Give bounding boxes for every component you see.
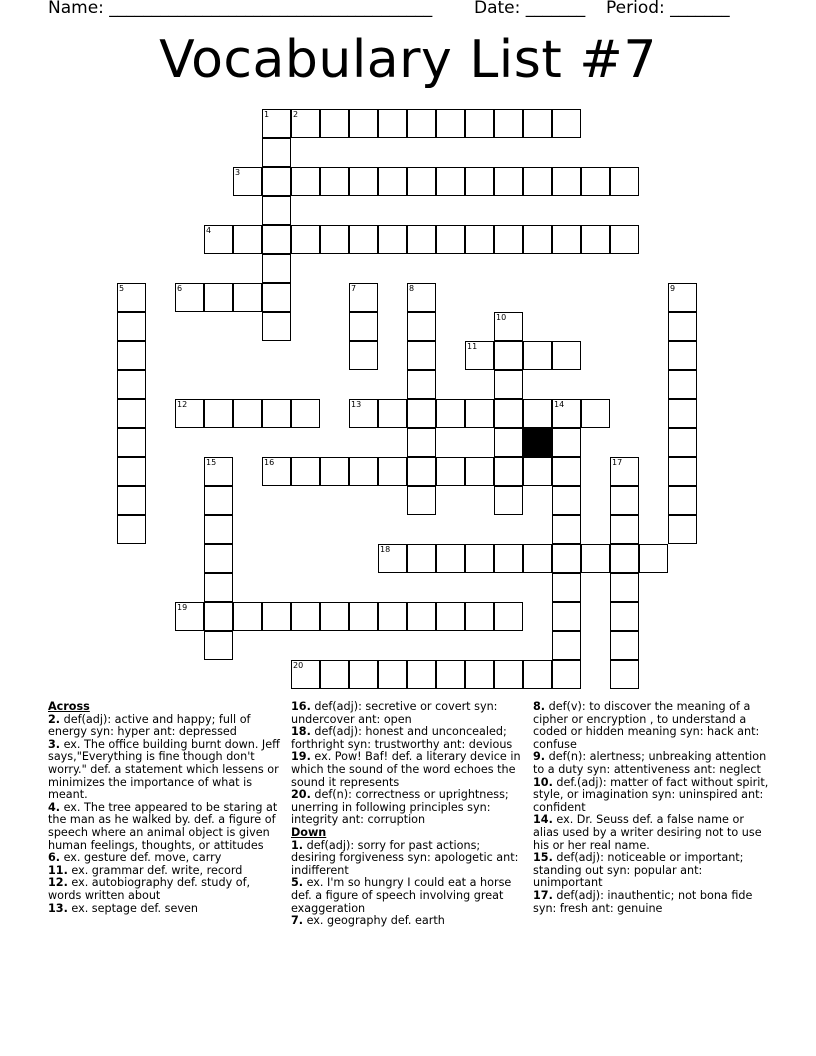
grid-cell[interactable] (204, 486, 233, 515)
grid-cell[interactable] (262, 196, 291, 225)
grid-cell[interactable] (668, 428, 697, 457)
grid-cell[interactable] (668, 312, 697, 341)
grid-cell[interactable] (204, 544, 233, 573)
grid-cell[interactable] (378, 399, 407, 428)
grid-cell[interactable] (233, 167, 262, 196)
grid-cell[interactable] (233, 602, 262, 631)
grid-cell[interactable] (320, 167, 349, 196)
grid-cell[interactable] (349, 109, 378, 138)
grid-cell[interactable] (523, 341, 552, 370)
grid-cell[interactable] (523, 399, 552, 428)
clue-number: 18 (380, 545, 391, 554)
grid-cell[interactable] (204, 399, 233, 428)
grid-cell[interactable] (494, 370, 523, 399)
clue-number: 11 (467, 342, 478, 351)
grid-cell[interactable] (552, 399, 581, 428)
grid-cell[interactable] (610, 457, 639, 486)
grid-cell[interactable] (175, 399, 204, 428)
grid-cell[interactable] (523, 167, 552, 196)
grid-cell[interactable] (291, 602, 320, 631)
grid-cell[interactable] (610, 544, 639, 573)
grid-cell[interactable] (407, 283, 436, 312)
grid-cell[interactable] (204, 602, 233, 631)
clue-number: 7 (351, 284, 357, 293)
name-field-label: Name: ______________________________________ (48, 0, 433, 18)
grid-cell[interactable] (581, 225, 610, 254)
grid-cell[interactable] (291, 457, 320, 486)
grid-cell[interactable] (523, 225, 552, 254)
grid-cell[interactable] (407, 370, 436, 399)
grid-cell[interactable] (378, 544, 407, 573)
down-clue: 7. ex. geography def. earth (291, 914, 445, 928)
grid-cell[interactable] (175, 283, 204, 312)
grid-cell[interactable] (523, 457, 552, 486)
grid-cell[interactable] (552, 544, 581, 573)
grid-cell[interactable] (668, 370, 697, 399)
grid-cell[interactable] (465, 544, 494, 573)
grid-cell[interactable] (494, 457, 523, 486)
grid-cell[interactable] (407, 602, 436, 631)
across-clue: 16. def(adj): secretive or covert syn: undercover ant: open (291, 700, 498, 726)
down-clue: 10. def.(adj): matter of fact without spirit, style, or imagination syn: uninspired ant: confident (533, 775, 769, 814)
grid-cell[interactable] (494, 312, 523, 341)
clue-number: 8 (409, 284, 415, 293)
grid-cell[interactable] (262, 283, 291, 312)
grid-cell[interactable] (581, 167, 610, 196)
grid-cell[interactable] (668, 515, 697, 544)
down-clue: 9. def(n): alertness; unbreaking attention to a duty syn: attentiveness ant: neglect (533, 750, 767, 776)
grid-cell[interactable] (523, 660, 552, 689)
grid-cell[interactable] (407, 167, 436, 196)
grid-cell[interactable] (262, 109, 291, 138)
grid-cell[interactable] (378, 167, 407, 196)
grid-cell[interactable] (117, 457, 146, 486)
grid-cell[interactable] (407, 486, 436, 515)
grid-cell[interactable] (262, 225, 291, 254)
grid-cell[interactable] (320, 109, 349, 138)
grid-cell[interactable] (610, 631, 639, 660)
clue-number: 12 (177, 400, 188, 409)
grid-cell[interactable] (552, 631, 581, 660)
grid-cell[interactable] (378, 225, 407, 254)
clue-number: 20 (293, 661, 304, 670)
grid-cell[interactable] (204, 283, 233, 312)
grid-cell[interactable] (494, 602, 523, 631)
down-heading: Down (291, 825, 327, 839)
grid-cell[interactable] (117, 370, 146, 399)
grid-cell[interactable] (407, 428, 436, 457)
grid-cell[interactable] (407, 225, 436, 254)
grid-cell[interactable] (204, 631, 233, 660)
grid-cell[interactable] (436, 167, 465, 196)
grid-cell[interactable] (436, 225, 465, 254)
grid-cell[interactable] (262, 254, 291, 283)
clues-column-2 (291, 701, 526, 928)
period-field-label: Period: _______ (606, 0, 730, 18)
grid-cell[interactable] (552, 602, 581, 631)
grid-cell[interactable] (349, 399, 378, 428)
grid-cell[interactable] (262, 138, 291, 167)
clue-number: 4 (206, 226, 212, 235)
grid-cell[interactable] (552, 457, 581, 486)
across-clue: 20. def(n): correctness or uprightness; unerring in following principles syn: integrity ant: corruption (291, 788, 509, 827)
grid-cell[interactable] (610, 660, 639, 689)
grid-cell[interactable] (233, 399, 262, 428)
grid-cell[interactable] (668, 486, 697, 515)
grid-cell[interactable] (436, 399, 465, 428)
grid-cell[interactable] (204, 225, 233, 254)
grid-cell[interactable] (668, 457, 697, 486)
grid-cell[interactable] (320, 660, 349, 689)
grid-cell[interactable] (610, 573, 639, 602)
grid-cell[interactable] (117, 312, 146, 341)
across-clue: 2. def(adj): active and happy; full of energy syn: hyper ant: depressed (48, 712, 251, 739)
clue-number: 16 (264, 458, 275, 467)
grid-cell[interactable] (378, 109, 407, 138)
grid-cell[interactable] (552, 167, 581, 196)
grid-cell[interactable] (349, 457, 378, 486)
grid-cell[interactable] (407, 457, 436, 486)
grid-cell[interactable] (668, 283, 697, 312)
grid-cell[interactable] (407, 544, 436, 573)
grid-cell[interactable] (204, 573, 233, 602)
grid-cell[interactable] (349, 225, 378, 254)
grid-cell[interactable] (610, 602, 639, 631)
grid-cell[interactable] (668, 341, 697, 370)
grid-cell[interactable] (378, 660, 407, 689)
grid-cell[interactable] (436, 544, 465, 573)
clue-number: 19 (177, 603, 188, 612)
grid-cell[interactable] (465, 457, 494, 486)
grid-cell[interactable] (610, 167, 639, 196)
grid-cell[interactable] (465, 167, 494, 196)
grid-cell[interactable] (117, 341, 146, 370)
across-clue: 4. ex. The tree appeared to be staring at the man as he walked by. def. a figure of speech where an animal object is given human feelings, thoughts, or attitudes (48, 800, 278, 852)
grid-cell[interactable] (436, 602, 465, 631)
clue-number: 9 (670, 284, 676, 293)
grid-cell[interactable] (465, 602, 494, 631)
grid-cell[interactable] (291, 660, 320, 689)
grid-cell[interactable] (291, 109, 320, 138)
grid-cell[interactable] (552, 109, 581, 138)
grid-cell[interactable] (494, 544, 523, 573)
grid-cell[interactable] (233, 225, 262, 254)
grid-cell[interactable] (407, 312, 436, 341)
grid-cell[interactable] (494, 167, 523, 196)
grid-cell[interactable] (552, 341, 581, 370)
grid-cell[interactable] (494, 660, 523, 689)
grid-cell[interactable] (117, 428, 146, 457)
grid-cell[interactable] (436, 457, 465, 486)
across-clue: 19. ex. Pow! Baf! def. a literary device in which the sound of the word echoes the sound it represents (291, 750, 521, 789)
across-clue: 11. ex. grammar def. write, record (48, 863, 243, 877)
clue-number: 1 (264, 110, 270, 119)
page-title: Vocabulary List #7 (159, 30, 657, 90)
grid-cell[interactable] (552, 660, 581, 689)
grid-cell[interactable] (204, 457, 233, 486)
grid-cell[interactable] (378, 602, 407, 631)
down-clue: 14. ex. Dr. Seuss def. a false name or alias used by a writer desiring not to use his or her real name. (533, 813, 762, 852)
grid-cell[interactable] (320, 457, 349, 486)
down-clue: 17. def(adj): inauthentic; not bona fide syn: fresh ant: genuine (533, 888, 753, 915)
grid-cell[interactable] (117, 283, 146, 312)
grid-cell[interactable] (465, 109, 494, 138)
grid-cell[interactable] (349, 660, 378, 689)
grid-cell[interactable] (436, 109, 465, 138)
grid-cell[interactable] (320, 602, 349, 631)
grid-cell[interactable] (320, 225, 349, 254)
grid-cell[interactable] (610, 486, 639, 515)
grid-cell[interactable] (581, 544, 610, 573)
grid-cell[interactable] (117, 486, 146, 515)
grid-cell[interactable] (349, 167, 378, 196)
grid-cell[interactable] (378, 457, 407, 486)
across-clue: 12. ex. autobiography def. study of, words written about (48, 876, 251, 902)
grid-cell[interactable] (175, 602, 204, 631)
clue-number: 15 (206, 458, 217, 467)
clue-number: 17 (612, 458, 623, 467)
grid-cell[interactable] (262, 457, 291, 486)
grid-cell[interactable] (407, 109, 436, 138)
grid-cell[interactable] (465, 225, 494, 254)
grid-cell[interactable] (494, 225, 523, 254)
grid-cell[interactable] (117, 399, 146, 428)
grid-cell[interactable] (494, 109, 523, 138)
grid-cell[interactable] (465, 399, 494, 428)
grid-cell[interactable] (552, 515, 581, 544)
across-clue: 6. ex. gesture def. move, carry (48, 851, 222, 865)
grid-cell[interactable] (262, 167, 291, 196)
grid-cell[interactable] (204, 515, 233, 544)
grid-cell[interactable] (349, 341, 378, 370)
clue-number: 13 (351, 400, 362, 409)
clues-column-3 (533, 701, 769, 915)
grid-cell[interactable] (494, 341, 523, 370)
grid-cell[interactable] (291, 399, 320, 428)
grid-cell[interactable] (581, 399, 610, 428)
clue-number: 5 (119, 284, 125, 293)
across-heading: Across (48, 700, 90, 713)
grid-cell[interactable] (465, 341, 494, 370)
across-clue: 3. ex. The office building burnt down. Jeff says,"Everything is fine though don't worry." def. a statement which lessens or minimizes the importance of what is meant. (48, 737, 280, 802)
clue-number: 2 (293, 110, 299, 119)
black-cell (523, 428, 552, 457)
grid-cell[interactable] (494, 399, 523, 428)
grid-cell[interactable] (262, 602, 291, 631)
grid-cell[interactable] (291, 167, 320, 196)
clue-number: 10 (496, 313, 507, 322)
down-clue: 8. def(v): to discover the meaning of a cipher or encryption , to understand a coded or hidden meaning syn: hack ant: confuse (533, 700, 760, 751)
grid-cell[interactable] (436, 660, 465, 689)
down-clue: 1. def(adj): sorry for past actions; desiring forgiveness syn: apologetic ant: indifferent (291, 838, 519, 877)
grid-cell[interactable] (552, 573, 581, 602)
grid-cell[interactable] (349, 283, 378, 312)
grid-cell[interactable] (610, 225, 639, 254)
grid-cell[interactable] (610, 515, 639, 544)
grid-cell[interactable] (523, 544, 552, 573)
grid-cell[interactable] (407, 341, 436, 370)
clues-column-1 (48, 701, 284, 915)
grid-cell[interactable] (639, 544, 668, 573)
clue-number: 6 (177, 284, 183, 293)
grid-cell[interactable] (465, 660, 494, 689)
grid-cell[interactable] (291, 225, 320, 254)
grid-cell[interactable] (407, 399, 436, 428)
down-clue: 15. def(adj): noticeable or important; standing out syn: popular ant: unimportant (533, 851, 744, 890)
clue-number: 3 (235, 168, 241, 177)
grid-cell[interactable] (233, 283, 262, 312)
grid-cell[interactable] (262, 312, 291, 341)
grid-cell[interactable] (523, 109, 552, 138)
across-clue: 18. def(adj): honest and unconcealed; forthright syn: trustworthy ant: devious (291, 725, 513, 751)
grid-cell[interactable] (262, 399, 291, 428)
grid-cell[interactable] (349, 312, 378, 341)
grid-cell[interactable] (552, 486, 581, 515)
grid-cell[interactable] (552, 225, 581, 254)
grid-cell[interactable] (407, 660, 436, 689)
grid-cell[interactable] (494, 428, 523, 457)
across-clue: 13. ex. septage def. seven (48, 901, 198, 915)
clue-number: 14 (554, 400, 565, 409)
grid-cell[interactable] (494, 486, 523, 515)
grid-cell[interactable] (349, 602, 378, 631)
down-clue: 5. ex. I'm so hungry I could eat a horse def. a figure of speech involving great exaggeration (291, 876, 512, 915)
grid-cell[interactable] (117, 515, 146, 544)
grid-cell[interactable] (552, 428, 581, 457)
grid-cell[interactable] (668, 399, 697, 428)
date-field-label: Date: _______ (474, 0, 586, 18)
